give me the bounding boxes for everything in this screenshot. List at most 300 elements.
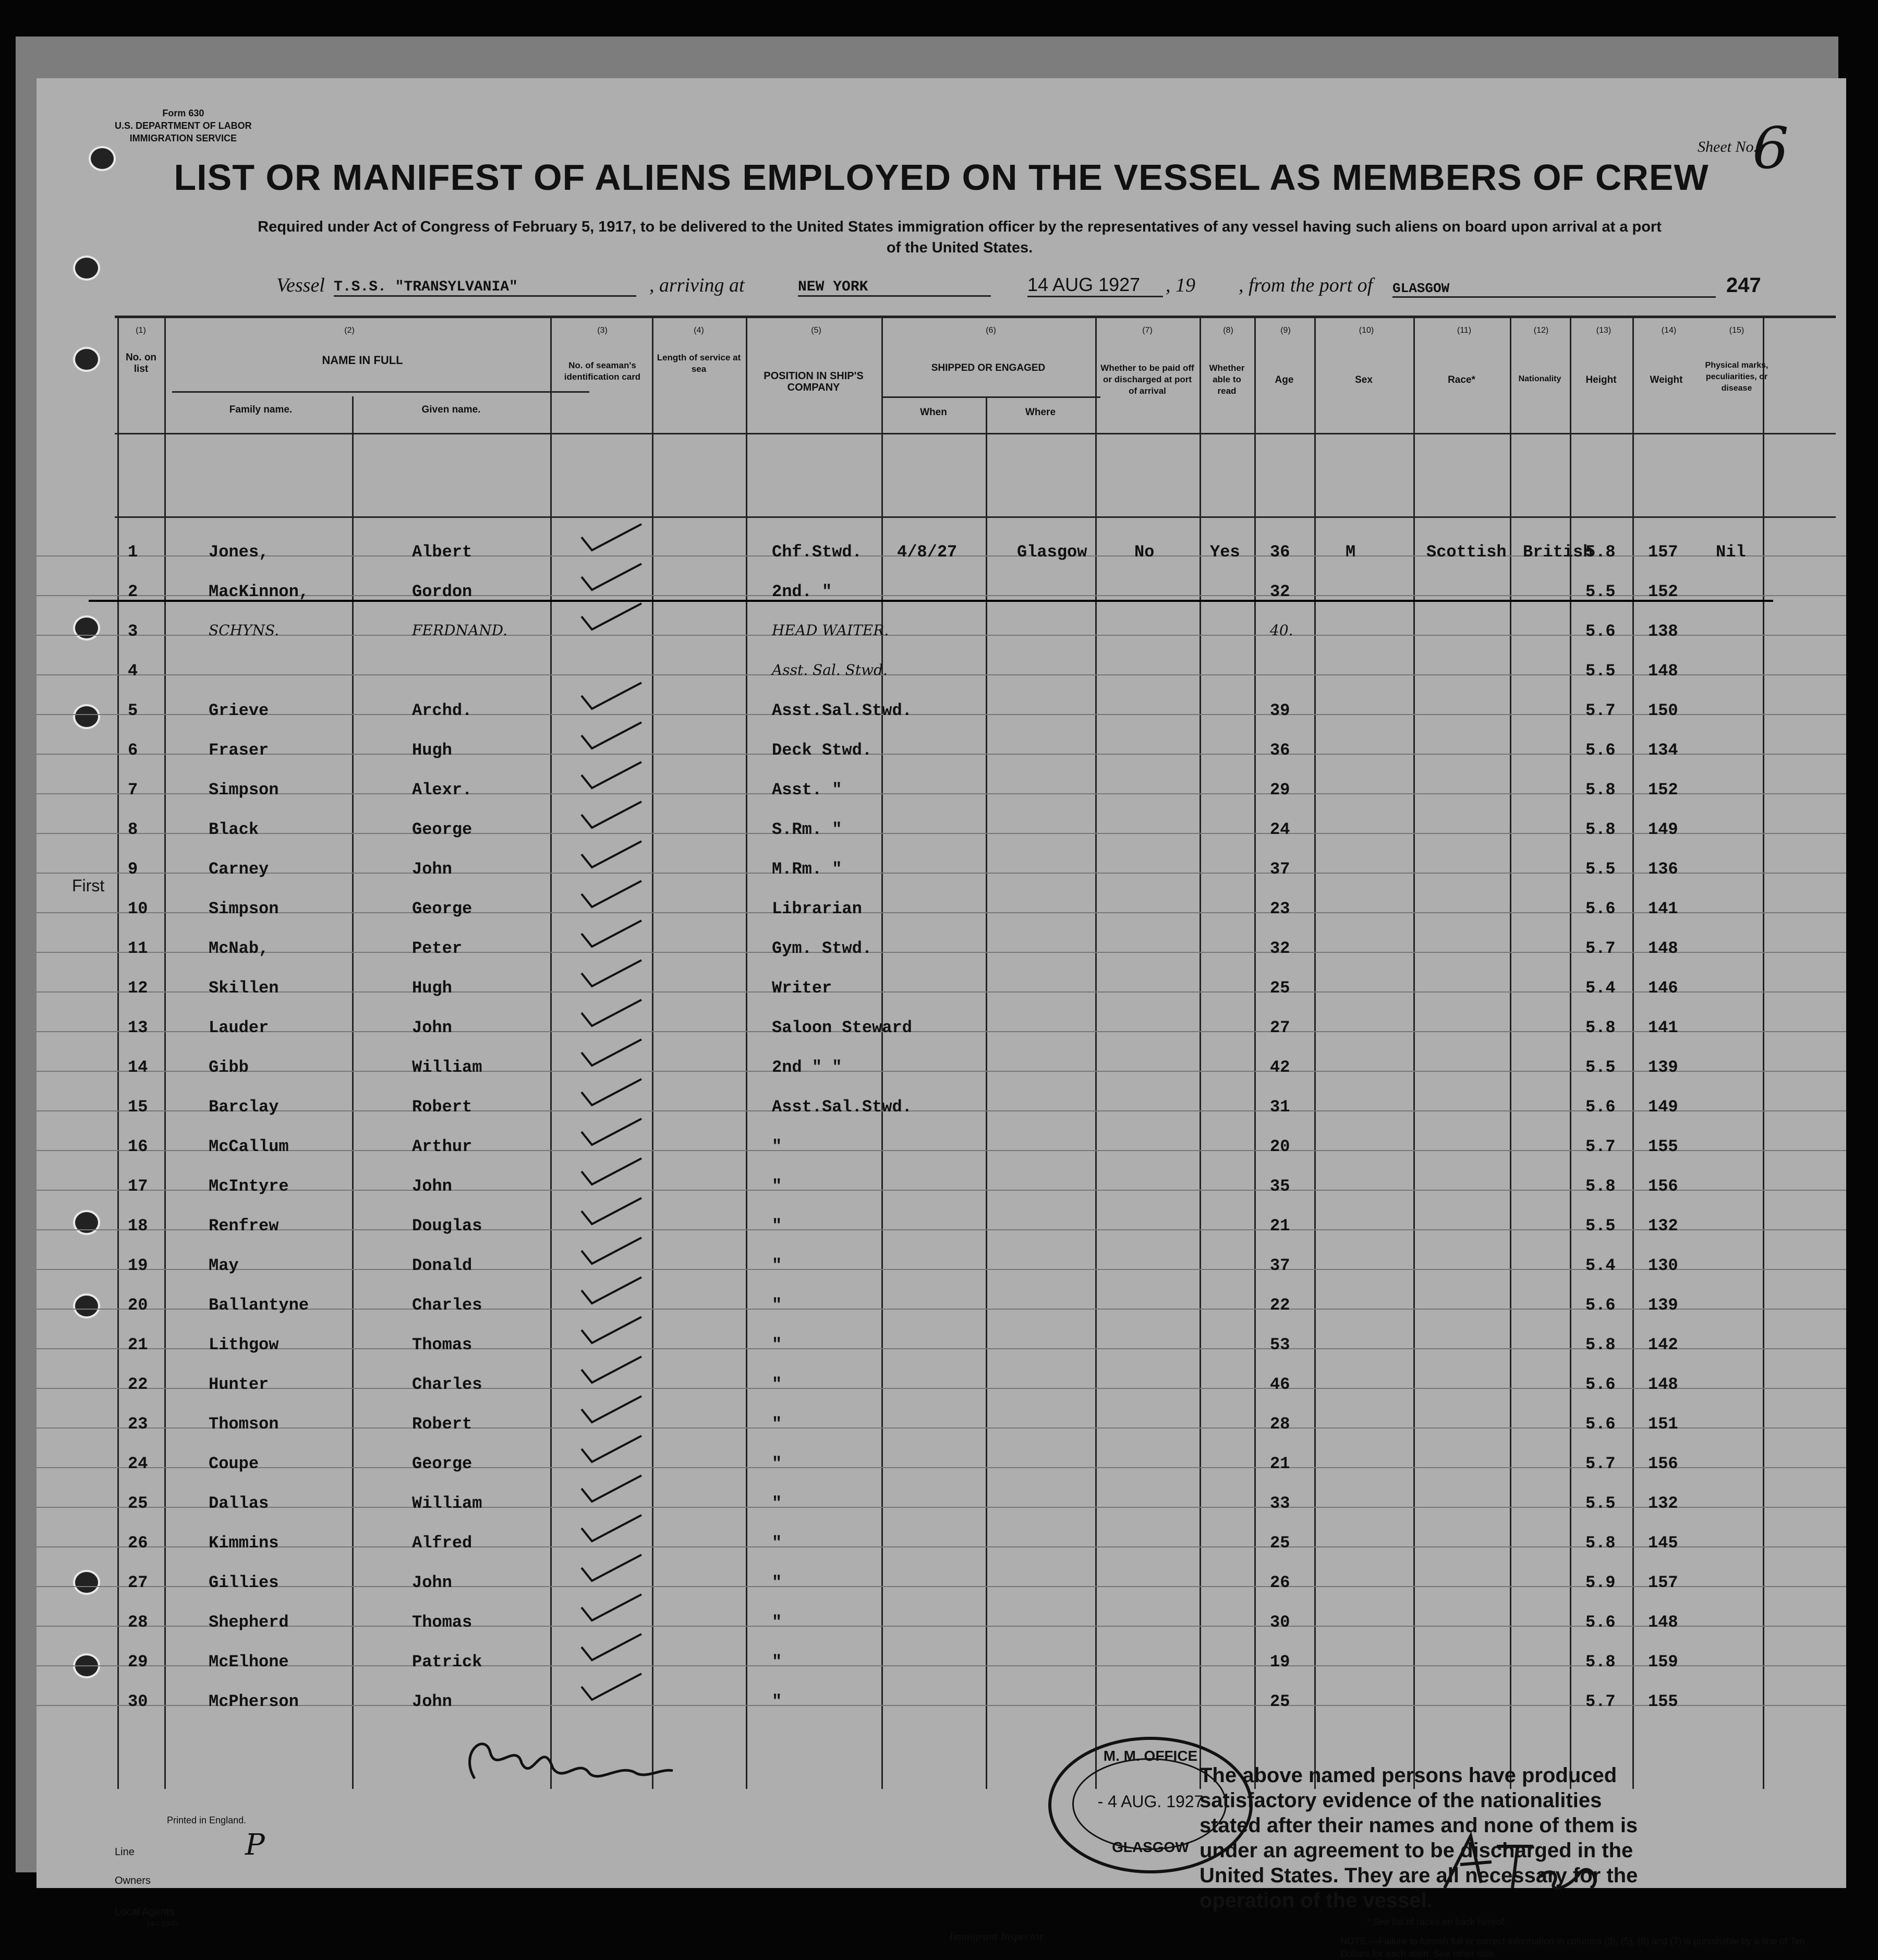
table-row [37,1587,1846,1632]
col-num-11: (11) [1457,326,1472,335]
check-mark-icon [579,1631,644,1663]
check-mark-icon [579,1513,644,1544]
header-length-service: Length of service at sea [657,353,741,374]
weight: 142 [1648,1335,1678,1354]
family-name: Gibb [209,1058,249,1077]
position: 2nd. " [772,582,832,601]
family-name: McCallum [209,1137,289,1156]
check-mark-icon [579,1235,644,1266]
check-mark-icon [579,958,644,989]
given-name: Alfred [412,1533,472,1553]
family-name: Ballantyne [209,1296,309,1315]
given-name: Alexr. [412,780,472,800]
sheet-label: Sheet No. [1698,138,1758,155]
height: 5.6 [1585,1375,1616,1394]
family-name: Carney [209,860,269,879]
col-num-3: (3) [597,326,608,335]
row-number: 9 [128,860,138,879]
height: 5.8 [1585,542,1616,562]
given-name: Archd. [412,701,472,720]
age: 46 [1270,1375,1290,1394]
row-number: 13 [128,1018,148,1037]
position: 2nd " " [772,1058,842,1077]
check-mark-icon [579,1314,644,1346]
penalty-note: NOTE.—Failure to furnish full or correct information in columns (3), (5), (6) and (7) is punishable by a fine of Ten Dollars for each alien. See other side. [1340,1936,1806,1959]
age: 31 [1270,1097,1290,1117]
stamp-date: - 4 AUG. 1927 [1097,1792,1204,1811]
age: 36 [1270,741,1290,760]
age: 40. [1270,622,1293,639]
year-label: , 19 [1166,274,1195,296]
table-row [37,913,1846,958]
position: " [772,1296,782,1315]
given-name: John [412,1018,452,1037]
binder-hole [73,256,100,281]
height: 5.5 [1585,661,1616,681]
age: 37 [1270,1256,1290,1275]
position: HEAD WAITER. [772,622,889,639]
agents-label: Local Agents [115,1906,175,1918]
table-row [37,1111,1846,1156]
line-mark: P [245,1828,265,1862]
weight: 156 [1648,1454,1678,1473]
row-number: 6 [128,741,138,760]
height: 5.8 [1585,1533,1616,1553]
table-row [37,1428,1846,1473]
check-mark-icon [579,1671,644,1702]
arrival-port: NEW YORK [798,279,991,297]
table-row [37,873,1846,918]
position: " [772,1573,782,1592]
weight: 150 [1648,701,1678,720]
height: 5.4 [1585,978,1616,998]
header-sex: Sex [1355,374,1373,385]
height: 5.6 [1585,1613,1616,1632]
row-number: 11 [128,939,148,958]
height: 5.8 [1585,1652,1616,1672]
row-number: 5 [128,701,138,720]
table-row [37,1032,1846,1077]
height: 5.7 [1585,1692,1616,1711]
given-name: George [412,1454,472,1473]
position: Librarian [772,899,862,918]
given-name: George [412,899,472,918]
given-name: John [412,860,452,879]
document-title: LIST OR MANIFEST OF ALIENS EMPLOYED ON THE VESSEL AS MEMBERS OF CREW [174,157,1709,198]
check-mark-icon [579,1394,644,1425]
header-shipped: SHIPPED OR ENGAGED [931,362,1046,373]
age: 23 [1270,899,1290,918]
check-mark-icon [579,1076,644,1108]
family-name: Barclay [209,1097,279,1117]
given-name: Hugh [412,978,452,998]
height: 5.4 [1585,1256,1616,1275]
family-name: Gillies [209,1573,279,1592]
table-row [37,1071,1846,1117]
name-split-rule [172,391,589,393]
age: 32 [1270,939,1290,958]
col-num-6: (6) [986,326,996,335]
table-row [37,1507,1846,1553]
position: " [772,1177,782,1196]
physical-value: Nil [1716,542,1746,562]
row-number: 7 [128,780,138,800]
position: " [772,1613,782,1632]
height: 5.8 [1585,1335,1616,1354]
header-race: Race* [1448,374,1475,385]
height: 5.8 [1585,820,1616,839]
age: 35 [1270,1177,1290,1196]
check-mark-icon [579,1354,644,1385]
check-mark-icon [579,1275,644,1306]
age: 22 [1270,1296,1290,1315]
family-name: Hunter [209,1375,269,1394]
row-number: 28 [128,1613,148,1632]
sheet-number: 6 [1752,115,1789,182]
table-row [37,1190,1846,1236]
paid-off-value: No [1134,542,1155,562]
office-stamp [1048,1737,1253,1873]
sex-value: M [1346,542,1356,562]
family-name: McPherson [209,1692,299,1711]
row-number: 14 [128,1058,148,1077]
weight: 148 [1648,661,1678,681]
strikeout-line [89,600,1773,602]
weight: 141 [1648,1018,1678,1037]
age: 53 [1270,1335,1290,1354]
age: 33 [1270,1494,1290,1513]
family-name: Thomson [209,1414,279,1434]
position: S.Rm. " [772,820,842,839]
header-no-on-list: No. on list [125,352,157,374]
given-name: Arthur [412,1137,472,1156]
row-number: 4 [128,661,138,681]
shipped-split-rule [881,396,1100,398]
col-num-4: (4) [694,326,704,335]
given-name: Thomas [412,1335,472,1354]
col-num-1: (1) [136,326,146,335]
row-number: 26 [128,1533,148,1553]
col-num-14: (14) [1661,326,1677,335]
header-bottom-rule [115,433,1836,434]
table-row [37,1666,1846,1711]
check-mark-icon [579,1037,644,1068]
weight: 146 [1648,978,1678,998]
family-name: Shepherd [209,1613,289,1632]
printed-note: Printed in England. [167,1815,247,1825]
check-mark-icon [579,799,644,830]
table-row [37,992,1846,1037]
row-number: 2 [128,582,138,601]
position: Saloon Steward [772,1018,912,1037]
family-name: May [209,1256,239,1275]
height: 5.6 [1585,741,1616,760]
row-number: 21 [128,1335,148,1354]
table-row [37,794,1846,839]
declaration-text: The above named persons have produced satisfactory evidence of the nationalities stated after their names and none of them is under an agreement to be discharged in the United States. They are all necessary for the operation of the vessel. [1200,1764,1638,1912]
line-label: Line [115,1846,135,1858]
age: 37 [1270,860,1290,879]
age: 20 [1270,1137,1290,1156]
given-name: George [412,820,472,839]
table-row [37,1626,1846,1672]
row-number: 23 [128,1414,148,1434]
given-name: Gordon [412,582,472,601]
family-name: Renfrew [209,1216,279,1236]
check-mark-icon [579,522,644,553]
table-row [37,675,1846,720]
family-name: Skillen [209,978,279,998]
header-physical: Physical marks, peculiarities, or disease [1705,361,1768,393]
age: 42 [1270,1058,1290,1077]
given-name: Hugh [412,741,452,760]
table-row [37,556,1846,601]
family-name: Simpson [209,899,279,918]
position: " [772,1375,782,1394]
family-name: SCHYNS. [209,622,280,639]
master-signature [1434,1825,1617,1898]
height: 5.5 [1585,1216,1616,1236]
position: Asst.Sal.Stwd. [772,701,912,720]
table-row [37,635,1846,681]
header-where: Where [1025,407,1056,418]
check-mark-icon [579,680,644,711]
weight: 159 [1648,1652,1678,1672]
position: Asst. Sal. Stwd. [772,661,888,679]
table-row [37,833,1846,879]
check-mark-icon [579,1473,644,1504]
weight: 149 [1648,1097,1678,1117]
table-row [37,1468,1846,1513]
row-number: 30 [128,1692,148,1711]
position: Chf.Stwd. [772,542,862,562]
position: Gym. Stwd. [772,939,873,958]
height: 5.6 [1585,1296,1616,1315]
weight: 132 [1648,1494,1678,1513]
row-number: 24 [128,1454,148,1473]
table-row [37,715,1846,760]
table-row [37,1230,1846,1275]
when-date: 4/8/27 [897,542,958,562]
weight: 145 [1648,1533,1678,1553]
header-able-read: Whether able to read [1209,363,1245,396]
row-number: 10 [128,899,148,918]
col-num-7: (7) [1142,326,1153,335]
row-number: 17 [128,1177,148,1196]
weight: 151 [1648,1414,1678,1434]
table-row [37,1388,1846,1434]
races-note: * See list of races on back hereof. [1366,1917,1507,1927]
age: 29 [1270,780,1290,800]
height: 5.6 [1585,1414,1616,1434]
check-mark-icon [579,561,644,592]
row-number: 29 [128,1652,148,1672]
check-mark-icon [579,878,644,910]
check-mark-icon [579,720,644,751]
row-number: 18 [128,1216,148,1236]
height: 5.7 [1585,939,1616,958]
agents-code: 14—1840 [146,1919,178,1928]
form-number: Form 630 [162,108,204,118]
weight: 139 [1648,1296,1678,1315]
table-row [37,1151,1846,1196]
weight: 148 [1648,1375,1678,1394]
nationality-value: British [1523,542,1593,562]
table-row [37,1547,1846,1592]
position: M.Rm. " [772,860,842,879]
weight: 134 [1648,741,1678,760]
header-paid-off: Whether to be paid off or discharged at port of arrival [1100,363,1194,396]
position: " [772,1652,782,1672]
row-number: 3 [128,622,138,641]
header-id-card: No. of seaman's identification card [564,360,641,382]
age: 25 [1270,1533,1290,1553]
given-name: Robert [412,1097,472,1117]
weight: 157 [1648,1573,1678,1592]
family-name: McIntyre [209,1177,289,1196]
position: " [772,1454,782,1473]
header-height: Height [1585,374,1617,385]
given-name: Robert [412,1414,472,1434]
table-row [37,754,1846,800]
form-header [115,107,252,144]
height: 5.6 [1585,622,1616,641]
height: 5.7 [1585,1137,1616,1156]
given-name: William [412,1058,482,1077]
height: 5.7 [1585,701,1616,720]
department-name: U.S. DEPARTMENT OF LABOR [115,120,252,131]
age: 39 [1270,701,1290,720]
position: Asst.Sal.Stwd. [772,1097,912,1117]
where-port: Glasgow [1017,542,1087,562]
given-name: Thomas [412,1613,472,1632]
check-mark-icon [579,759,644,791]
service-name: IMMIGRATION SERVICE [129,133,237,143]
given-name: Donald [412,1256,472,1275]
manifest-sheet [37,78,1846,1959]
arrival-date: 14 AUG 1927 [1027,274,1163,297]
position: " [772,1414,782,1434]
weight: 155 [1648,1137,1678,1156]
owners-label: Owners [115,1875,151,1886]
row-number: 27 [128,1573,148,1592]
header-given-name: Given name. [421,404,481,415]
height: 5.6 [1585,1097,1616,1117]
height: 5.5 [1585,582,1616,601]
age: 21 [1270,1216,1290,1236]
position: " [772,1692,782,1711]
height: 5.6 [1585,899,1616,918]
weight: 132 [1648,1216,1678,1236]
table-top-rule [115,316,1836,318]
col-num-15: (15) [1729,326,1744,335]
from-port-label: , from the port of [1239,274,1373,296]
able-read-value: Yes [1210,542,1240,562]
col-num-13: (13) [1596,326,1612,335]
family-name: Kimmins [209,1533,279,1553]
row-number: 8 [128,820,138,839]
row-number: 20 [128,1296,148,1315]
header-weight: Weight [1650,374,1683,385]
race-value: Scottish [1426,542,1507,562]
height: 5.5 [1585,1058,1616,1077]
family-name: McElhone [209,1652,289,1672]
family-name: Lauder [209,1018,269,1037]
height: 5.8 [1585,1018,1616,1037]
weight: 139 [1648,1058,1678,1077]
family-name: McNab, [209,939,269,958]
inspector-signature [454,1721,683,1805]
given-name: John [412,1177,452,1196]
header-name-in-full: NAME IN FULL [322,354,403,367]
check-mark-icon [579,997,644,1029]
position: " [772,1216,782,1236]
weight: 157 [1648,542,1678,562]
col-num-2: (2) [344,326,355,335]
vessel-label: Vessel [276,274,325,296]
weight: 156 [1648,1177,1678,1196]
position: " [772,1256,782,1275]
table-row [37,1349,1846,1394]
age: 26 [1270,1573,1290,1592]
given-name: William [412,1494,482,1513]
weight: 149 [1648,820,1678,839]
col-num-5: (5) [811,326,821,335]
row-number: 19 [128,1256,148,1275]
height: 5.8 [1585,1177,1616,1196]
family-name: Simpson [209,780,279,800]
position: " [772,1494,782,1513]
table-row [37,952,1846,998]
weight: 130 [1648,1256,1678,1275]
check-mark-icon [579,839,644,870]
height: 5.8 [1585,780,1616,800]
header-when: When [920,407,947,418]
stamp-top-text: M. M. OFFICE [1103,1748,1198,1764]
weight: 152 [1648,582,1678,601]
family-name: Dallas [209,1494,269,1513]
departure-port: GLASGOW [1392,281,1716,298]
header-nationality: Nationality [1518,374,1561,383]
weight: 148 [1648,1613,1678,1632]
vessel-name: T.S.S. "TRANSYLVANIA" [334,279,636,297]
row-number: 1 [128,542,138,562]
given-name: Charles [412,1296,482,1315]
arriving-label: , arriving at [649,274,745,296]
weight: 136 [1648,860,1678,879]
check-mark-icon [579,601,644,632]
document-subtitle: Required under Act of Congress of February 5, 1917, to be delivered to the United States immigration officer by the representatives of any vessel having such aliens on board upon arrival at a port of the United States. [258,219,1662,256]
weight: 152 [1648,780,1678,800]
position: Deck Stwd. [772,741,873,760]
table-row [37,1309,1846,1354]
given-name: Patrick [412,1652,482,1672]
row-number: 25 [128,1494,148,1513]
row-number: 15 [128,1097,148,1117]
check-mark-icon [579,1195,644,1227]
age: 21 [1270,1454,1290,1473]
weight: 141 [1648,899,1678,918]
given-name: Albert [412,542,472,562]
family-name: Coupe [209,1454,259,1473]
check-mark-icon [579,1592,644,1623]
class-margin-label: First [72,876,105,895]
binder-hole [73,347,100,372]
check-mark-icon [579,1433,644,1465]
age: 36 [1270,542,1290,562]
row-number: 12 [128,978,148,998]
age: 24 [1270,820,1290,839]
